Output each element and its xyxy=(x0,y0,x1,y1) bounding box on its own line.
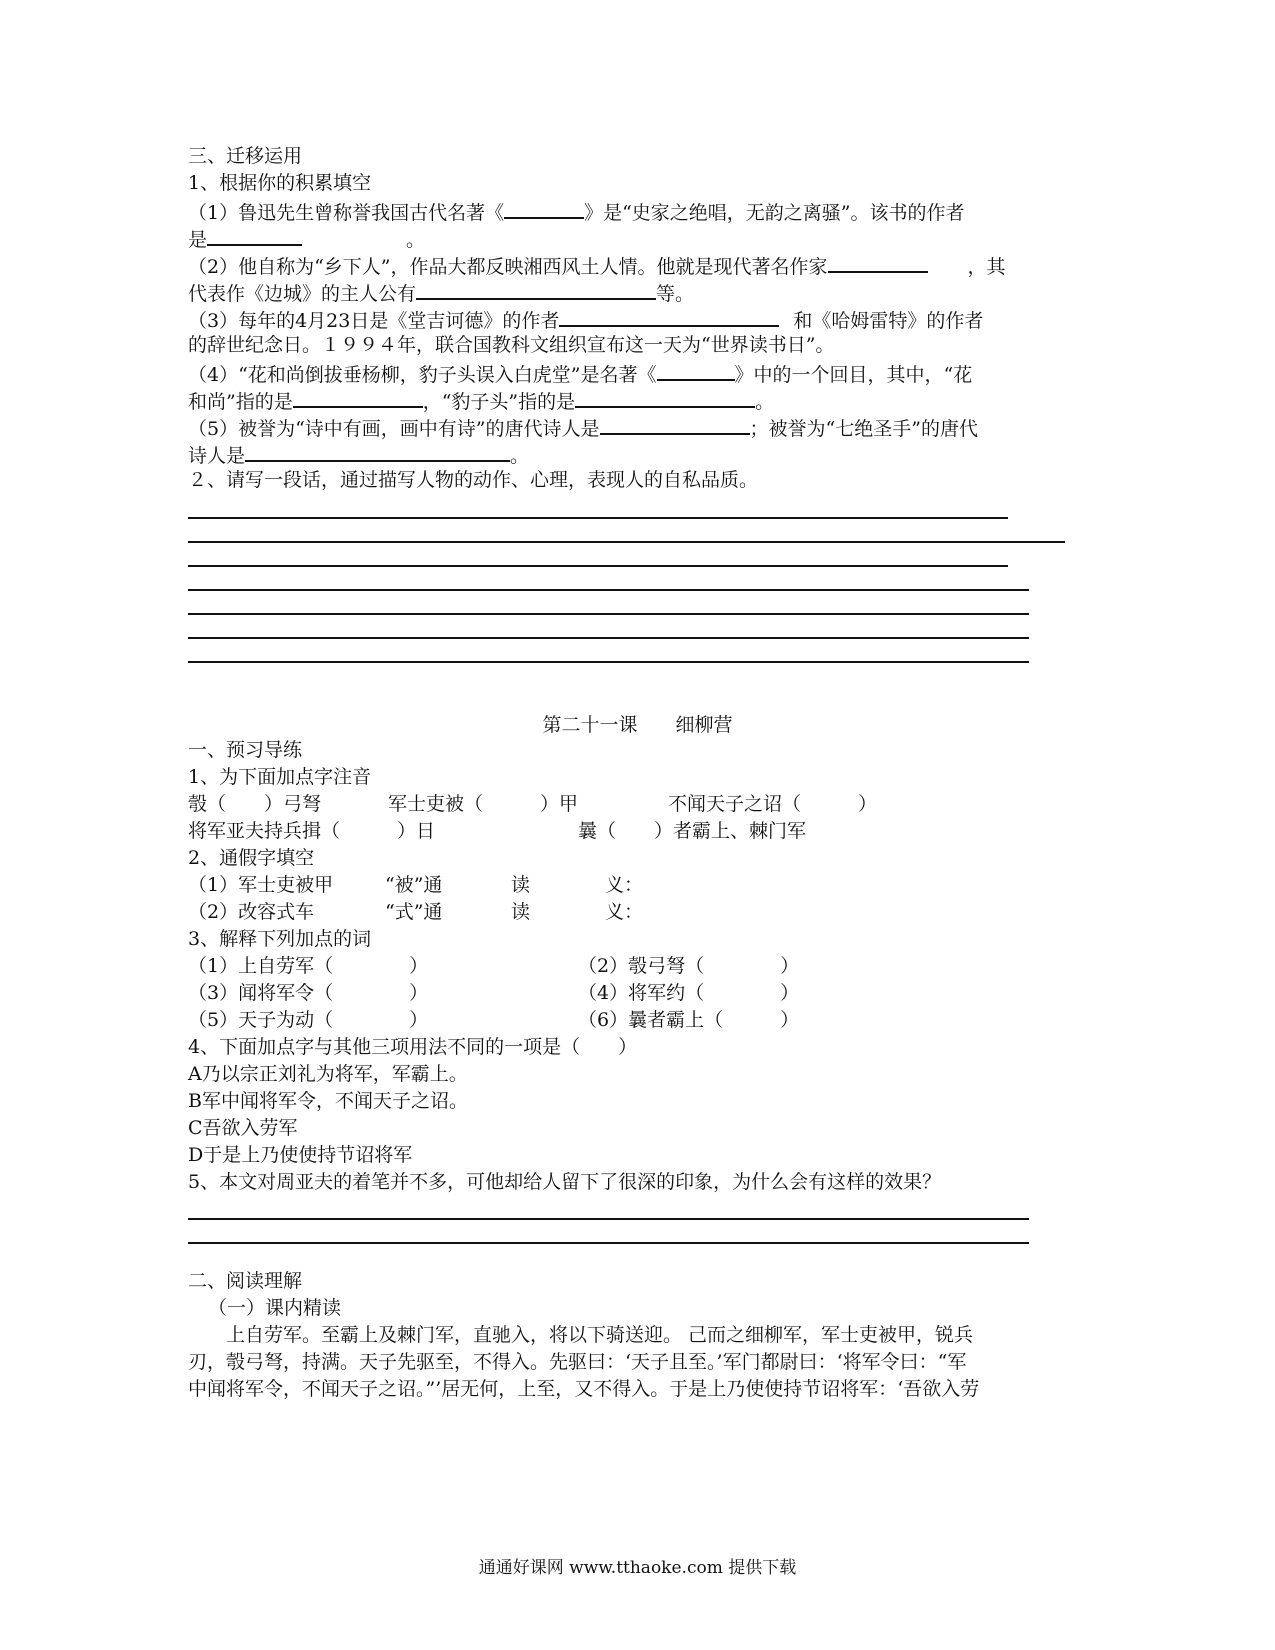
text: （1）军士吏被甲 xyxy=(188,874,334,896)
question-1-2-line xyxy=(188,251,1088,280)
passage-line-3: 中闻将军令，不闻天子之诏。”’居无何，上至，又不得入。于是上乃使使持节诏将军：‘吾欲入劳 xyxy=(188,1378,980,1400)
tongjia-row-2 xyxy=(188,899,1088,925)
passage-line-2: 刃，彀弓弩，持满。天子先驱至，不得入。先驱曰：‘天子且至。’军门都尉曰：‘将军令曰：“军 xyxy=(188,1351,967,1373)
explain-row-1 xyxy=(188,953,1088,979)
text: （1）鲁迅先生曾称誉我国古代名著《 xyxy=(188,202,505,224)
explain-item: （1）上自劳军（ ） xyxy=(188,955,429,977)
fill-blank[interactable] xyxy=(657,359,735,381)
text: （2）他自称为“乡下人”，作品大都反映湘西风土人情。他就是现代著名作家 xyxy=(188,256,828,278)
answer-line[interactable] xyxy=(188,1242,1029,1244)
answer-line[interactable] xyxy=(188,1218,1029,1220)
subsection-heading: （一）课内精读 xyxy=(208,1297,342,1319)
fill-blank[interactable] xyxy=(245,440,510,462)
question-1-4-line2 xyxy=(188,386,1088,415)
text: 》中的一个回目，其中，“花 xyxy=(734,364,973,386)
text: 》是“史家之绝唱，无韵之离骚”。该书的作者 xyxy=(584,202,965,224)
question-5-title: 5、本文对周亚夫的着笔并不多，可他却给人留下了很深的印象，为什么会有这样的效果？ xyxy=(188,1171,942,1193)
pinyin-item: 彀（ ）弓弩 xyxy=(188,793,322,815)
text: 。 xyxy=(406,229,426,251)
question-2-title: ２、请写一段话，通过描写人物的动作、心理，表现人的自私品质。 xyxy=(188,469,759,491)
explain-item: （3）闻将军令（ ） xyxy=(188,982,429,1004)
fill-blank[interactable] xyxy=(293,386,423,408)
explain-item: （6）曩者霸上（ ） xyxy=(578,1009,800,1031)
pinyin-item: 将军亚夫持兵揖（ ）日 xyxy=(188,820,436,842)
fill-blank[interactable] xyxy=(416,278,656,300)
pinyin-item: 军士吏被（ ）甲 xyxy=(388,793,579,815)
lesson-title: 第二十一课 细柳营 xyxy=(542,714,733,736)
question-1-5-line2 xyxy=(188,440,1088,469)
answer-line[interactable] xyxy=(188,541,1065,543)
fill-blank[interactable] xyxy=(207,224,302,246)
tongjia-row-1 xyxy=(188,872,1088,898)
pinyin-item: 曩（ ）者霸上、棘门军 xyxy=(578,820,807,842)
question-1-3-line2: 的辞世纪念日。１９９４年，联合国教科文组织宣布这一天为“世界读书日”。 xyxy=(188,334,835,356)
answer-line[interactable] xyxy=(188,613,1029,615)
section-heading-preview: 一、预习导练 xyxy=(188,739,303,761)
fill-blank[interactable] xyxy=(575,386,755,408)
text: 代表作《边城》的主人公有 xyxy=(188,283,417,305)
answer-line[interactable] xyxy=(188,589,1029,591)
text: 义： xyxy=(605,901,644,923)
text: ，其 xyxy=(967,256,1006,278)
fill-blank[interactable] xyxy=(559,305,779,327)
explain-item: （4）将军约（ ） xyxy=(578,982,800,1004)
text: 读 xyxy=(511,901,531,923)
text: （4）“花和尚倒拔垂杨柳，豹子头误入白虎堂”是名著《 xyxy=(188,364,657,386)
option-c: C吾欲入劳军 xyxy=(188,1117,298,1139)
pinyin-row-1 xyxy=(188,791,1088,817)
explain-item: （5）天子为动（ ） xyxy=(188,1009,429,1031)
fill-blank[interactable] xyxy=(828,251,928,273)
text: （3）每年的4月23日是《堂吉诃德》的作者 xyxy=(188,310,560,332)
text: 是 xyxy=(188,229,208,251)
text: 等。 xyxy=(656,283,695,305)
question-1-3-line xyxy=(188,305,1088,334)
text: 。 xyxy=(755,391,775,413)
text: 读 xyxy=(511,874,531,896)
section-heading-transfer: 三、迁移运用 xyxy=(188,145,303,167)
pinyin-item: 不闻天子之诏（ ） xyxy=(668,793,878,815)
text: 和尚”指的是 xyxy=(188,391,293,413)
text: 义： xyxy=(605,874,644,896)
section-heading-reading: 二、阅读理解 xyxy=(188,1270,303,1292)
fill-blank[interactable] xyxy=(600,413,750,435)
text: “式”通 xyxy=(385,901,443,923)
explain-item: （2）彀弓弩（ ） xyxy=(578,955,800,977)
text: 和《哈姆雷特》的作者 xyxy=(793,310,984,332)
fill-blank[interactable] xyxy=(504,197,584,219)
option-a: A乃以宗正刘礼为将军，军霸上。 xyxy=(188,1063,468,1085)
pinyin-row-2 xyxy=(188,818,1088,844)
answer-line[interactable] xyxy=(188,637,1029,639)
page-footer: 通通好课网 www.tthaoke.com 提供下载 xyxy=(478,1558,797,1578)
question-1-5-line xyxy=(188,413,1088,442)
option-d: D于是上乃使使持节诏将军 xyxy=(188,1144,413,1166)
option-b: B军中闻将军令，不闻天子之诏。 xyxy=(188,1090,468,1112)
question-1-2-line2 xyxy=(188,278,1088,307)
question-1-1-line2 xyxy=(188,224,1088,253)
question-3-title: 3、解释下列加点的词 xyxy=(188,928,372,950)
question-1-title: 1、根据你的积累填空 xyxy=(188,172,372,194)
answer-line[interactable] xyxy=(188,565,1008,567)
answer-line[interactable] xyxy=(188,661,1029,663)
text: “被”通 xyxy=(385,874,443,896)
answer-line[interactable] xyxy=(188,517,1008,519)
passage-line-1: 上自劳军。至霸上及棘门军，直驰入，将以下骑送迎。 己而之细柳军，军士吏被甲，锐兵 xyxy=(226,1324,974,1346)
question-1-4-line xyxy=(188,359,1088,388)
explain-row-2 xyxy=(188,980,1088,1006)
text: ，“豹子头”指的是 xyxy=(422,391,576,413)
question-1-1-line xyxy=(188,197,1088,226)
question-4-title: 4、下面加点字与其他三项用法不同的一项是（ ） xyxy=(188,1036,638,1058)
text: （5）被誉为“诗中有画，画中有诗”的唐代诗人是 xyxy=(188,418,600,440)
question-2-title: 2、通假字填空 xyxy=(188,847,315,869)
text: （2）改容式车 xyxy=(188,901,315,923)
text: 。 xyxy=(510,445,530,467)
text: ；被誉为“七绝圣手”的唐代 xyxy=(749,418,978,440)
text: 诗人是 xyxy=(188,445,246,467)
question-1-title: 1、为下面加点字注音 xyxy=(188,766,372,788)
explain-row-3 xyxy=(188,1007,1088,1033)
